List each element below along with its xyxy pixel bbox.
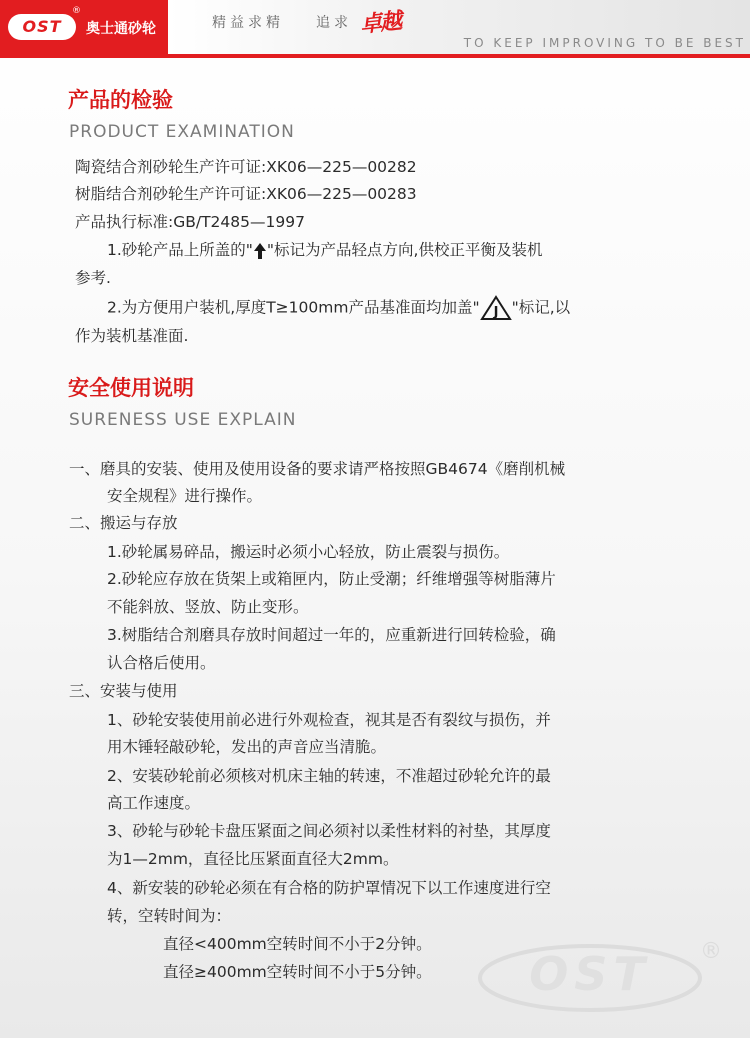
ost-watermark-logo: [478, 928, 728, 1012]
arrow-up-icon: [253, 242, 267, 260]
safety-line-19: 直径≥400mm空转时间不小于5分钟。: [163, 963, 432, 981]
product-exam-title: 产品的检验: [68, 88, 173, 112]
registered-mark: ®: [72, 6, 81, 16]
brand-name: 奥士通砂轮: [86, 21, 156, 37]
slogan-part2: 追求: [316, 15, 352, 31]
exam-item-2-post: "标记,以: [511, 298, 571, 317]
safety-line-11: 用木锤轻敲砂轮，发出的声音应当清脆。: [107, 738, 387, 756]
triangle-j-letter: J: [493, 305, 499, 320]
safety-subtitle: SURENESS USE EXPLAIN: [69, 410, 297, 430]
safety-line-9: 三、安装与使用: [69, 682, 178, 700]
safety-line-7: 3.树脂结合剂磨具存放时间超过一年的，应重新进行回转检验，确: [107, 626, 556, 644]
exam-item-1-cont: 参考.: [75, 269, 111, 287]
safety-line-6: 不能斜放、竖放、防止变形。: [107, 598, 309, 616]
slogan-calligraphy: 卓越: [358, 7, 402, 39]
brand-logo: [0, 0, 168, 54]
safety-line-13: 高工作速度。: [107, 794, 201, 812]
exam-item-1-pre: 1.砂轮产品上所盖的": [107, 241, 253, 259]
safety-line-4: 1.砂轮属易碎品，搬运时必须小心轻放，防止震裂与损伤。: [107, 543, 510, 561]
exam-item-2-cont: 作为装机基准面.: [75, 327, 189, 345]
logo-badge: [8, 14, 76, 40]
exam-item-2: [107, 295, 570, 321]
slogan-part1: 精益求精: [212, 15, 284, 31]
safety-line-18: 直径<400mm空转时间不小于2分钟。: [163, 935, 432, 953]
exam-item-1-post: "标记为产品轻点方向,供校正平衡及装机: [266, 241, 543, 259]
safety-line-15: 为1—2mm，直径比压紧面直径大2mm。: [107, 850, 399, 868]
header-banner: [0, 0, 750, 58]
product-exam-subtitle: PRODUCT EXAMINATION: [69, 122, 295, 142]
exam-item-1: [107, 238, 542, 260]
watermark-reg: ®: [700, 939, 722, 964]
license-resin: 树脂结合剂砂轮生产许可证:XK06—225—00283: [75, 185, 417, 203]
header-tagline: TO KEEP IMPROVING TO BE BEST: [463, 36, 746, 50]
safety-line-17: 转，空转时间为：: [107, 907, 232, 925]
triangle-j-icon: [480, 295, 512, 321]
safety-line-14: 3、砂轮与砂轮卡盘压紧面之间必须衬以柔性材料的衬垫，其厚度: [107, 822, 551, 840]
safety-line-2: 安全规程》进行操作。: [107, 487, 263, 505]
exam-item-2-pre: 2.为方便用户装机,厚度T≥100mm产品基准面均加盖": [107, 298, 480, 317]
safety-line-5: 2.砂轮应存放在货架上或箱匣内，防止受潮；纤维增强等树脂薄片: [107, 570, 556, 588]
safety-title: 安全使用说明: [68, 376, 194, 400]
header-divider: [0, 54, 750, 58]
license-ceramic: 陶瓷结合剂砂轮生产许可证:XK06—225—00282: [75, 158, 417, 176]
safety-line-12: 2、安装砂轮前必须核对机床主轴的转速，不准超过砂轮允许的最: [107, 767, 551, 785]
safety-line-8: 认合格后使用。: [107, 654, 216, 672]
logo-text: OST: [22, 17, 62, 36]
safety-line-16: 4、新安装的砂轮必须在有合格的防护罩情况下以工作速度进行空: [107, 879, 551, 897]
safety-line-10: 1、砂轮安装使用前必进行外观检查，视其是否有裂纹与损伤，并: [107, 711, 551, 729]
safety-line-1: 一、磨具的安装、使用及使用设备的要求请严格按照GB4674《磨削机械: [69, 460, 566, 478]
watermark-text: OST: [529, 947, 651, 1001]
product-standard: 产品执行标准:GB/T2485—1997: [75, 213, 305, 231]
safety-line-3: 二、搬运与存放: [69, 514, 178, 532]
